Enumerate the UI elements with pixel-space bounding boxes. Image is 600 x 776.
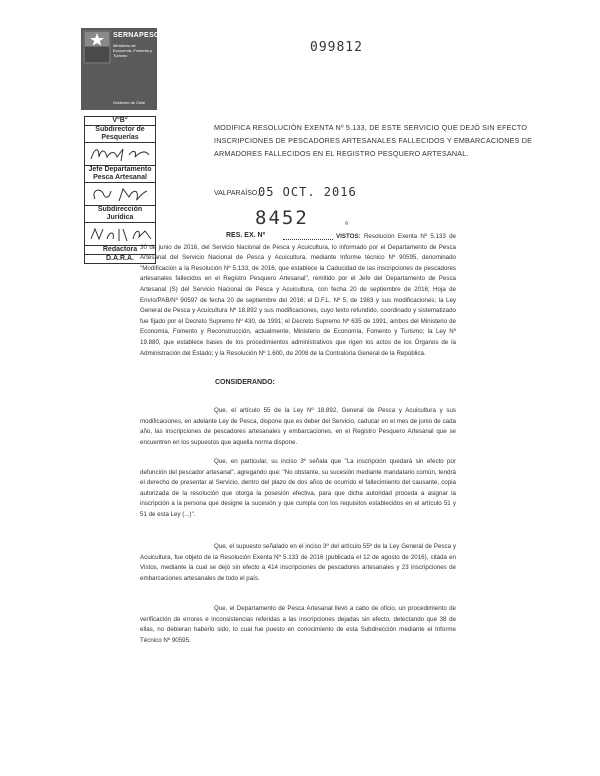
handwritten-initials — [89, 185, 153, 203]
vistos-label: VISTOS: — [336, 233, 361, 240]
considerando-paragraph-1: Que, el artículo 55 de la Ley Nº 18.892, General de Pesca y Acuicultura y sus modificaciones, en adelante Ley de Pesca, dispone que es deber del Servicio, caducar en el mes de junio de cada año, las inscripciones de pescadores artesanales y embarcaciones, en el Registro Pesquero Artesanal que se encuentren en los supuestos que aquella norma dispone. — [140, 407, 456, 446]
considerando-paragraph-4: Que, el Departamento de Pesca Artesanal llevó a cabo de oficio, un procedimiento de verificación de errores e inconsistencias referidas a las inscripciones dejadas sin efecto, detectando que 38 de ellas, no debieran haberlo sido, lo cual fue puesto en conocimiento de esta Subdirección mediante el Informe Técnico Nº 90595. — [140, 605, 456, 644]
document-number: 099812 — [310, 40, 363, 55]
handwritten-initials — [89, 145, 153, 163]
logo-government: Gobierno de Chile — [113, 100, 146, 105]
logo-brand: SERNAPESCA — [113, 32, 165, 39]
place-label: VALPARAÍSO, — [214, 190, 260, 197]
date-stamp: 05 OCT. 2016 — [258, 185, 357, 199]
considerando-heading: CONSIDERANDO: — [215, 379, 275, 386]
considerando-paragraph-3: Que, el supuesto señalado en el inciso 3º del artículo 55º de la Ley General de Pesca y Acuicultura, fue objeto de la Resolución Exenta Nº 5.133 de 2016 (publicada el 12 de agosto de 2016), citada en Vistos, mediante la cual se dejó sin efecto a 414 inscripciones de pescadores artesanales y 23 inscripciones de embarcaciones artesanales de todo el país. — [140, 543, 456, 582]
routing-juridica: Subdirección Jurídica — [84, 205, 156, 222]
routing-subdirector: Subdirector de Pesquerías — [84, 125, 156, 142]
res-ex-label: RES. EX. Nº — [226, 232, 266, 239]
resolution-subject: MODIFICA RESOLUCIÓN EXENTA Nº 5.133, DE ESTE SERVICIO QUE DEJÓ SIN EFECTO INSCRIPCIONES DE PESCADORES ARTESANALES FALLECIDOS Y EMBARCACIONES DE ARMADORES FALLECIDOS EN EL REGISTRO PESQUERO ARTESANAL. — [214, 123, 533, 158]
routing-redactora: Redactora — [84, 245, 156, 254]
routing-dara: D.A.R.A. — [84, 254, 156, 264]
signature-jefe — [84, 182, 156, 205]
logo-ministry: Ministerio de Economía, Fomento y Turismo — [113, 43, 153, 58]
vistos-text: Resolución Exenta Nº 5.133 de 30 de junio de 2016, del Servicio Nacional de Pesca y Acuicultura, lo informado por el Departamento de Pesca Artesanal del Servicio Nacional de Pesca y Acuicultura, mediante Informe técnico Nº 90595, denominado "Modificación a la Resolución Nº 5.133, de 2016, que establece la Caducidad de las inscripciones de pescadores artesanales fallecidos en el Registro Pesquero Artesanal", remitido por el Jefe del Departamento de Pesca Artesanal (S) del Servicio Nacional de Pesca y Acuicultura, con fecha 20 de septiembre de 2016; Hoja de Envío/PAB/Nº 90597 de fecha 20 de septiembre del 2016; el D.F.L. Nº 5, de 1983 y sus modificaciones; la Ley General de Pesca y Acuicultura Nº 18.892 y sus modificaciones, cuyo texto refundido, coordinado y sistematizado fue fijado por el Decreto Supremo Nº 430, de 1991; el Decreto Supremo Nº 635 de 1991, ambos del Ministerio de Economía, Fomento y Reconstrucción, actualmente, Ministerio de Economía, Fomento y Turismo; la Ley Nº 19.880, que establece bases de los procedimientos administrativos que rigen los actos de los Órganos de la Administración del Estado; y la Resolución Nº 1.600, de 2008 de la Contraloría General de la República. — [140, 233, 456, 357]
signature-subdirector — [84, 142, 156, 165]
routing-vobo: V°B° — [84, 116, 156, 125]
routing-jefe-pesca: Jefe Departamento Pesca Artesanal — [84, 165, 156, 182]
sernapesca-logo — [81, 28, 165, 110]
stamp-mark: ª — [345, 220, 348, 229]
considerando-paragraph-2: Que, en particular, su inciso 3º señala que "La inscripción quedará sin efecto por defunción del pescador artesanal", agregando que: "No obstante, su sucesión mediante mandatario común, tendrá el derecho de presentar al Servicio, dentro del plazo de dos años de ocurrido el fallecimiento del causante, copia autorizada de la resolución que otorga la posesión efectiva, para que dicha autoridad proceda a asignar la inscripción a la persona que designe la sucesión y que cumpla con los requisitos establecidos en el artículo 51 y 51 de esta Ley (...)". — [140, 458, 456, 518]
vistos-paragraph — [140, 232, 456, 359]
chile-shield-icon — [83, 30, 111, 64]
resolution-number: 8452 — [255, 207, 309, 229]
